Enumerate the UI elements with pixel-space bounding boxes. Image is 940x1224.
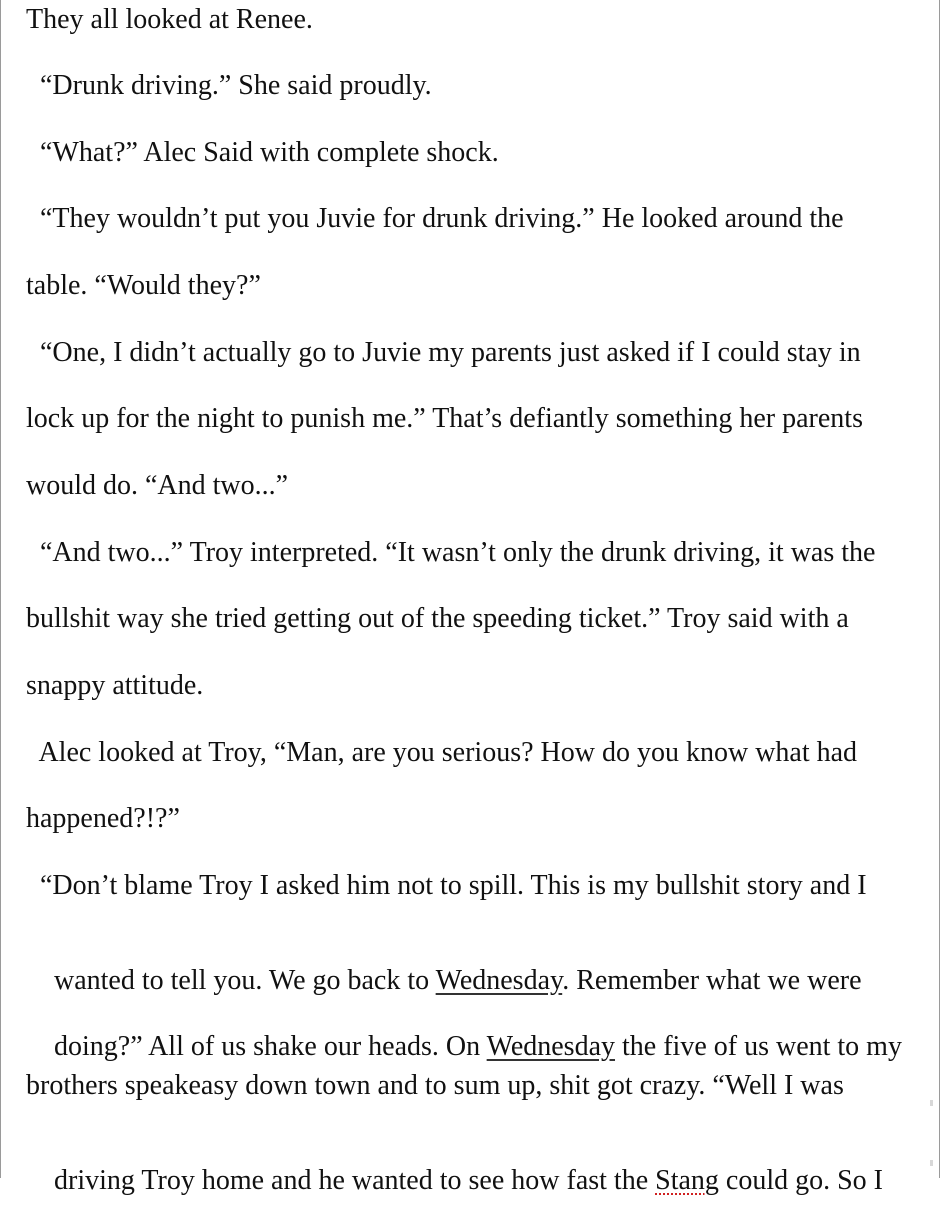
text-segment: . Remember what we were	[562, 965, 862, 996]
text-line-2: “Drunk driving.” She said proudly.	[26, 70, 432, 101]
text-line-4: “They wouldn’t put you Juvie for drunk driving.” He looked around the	[26, 203, 844, 234]
spelling-error-word[interactable]: Stang	[655, 1165, 719, 1196]
text-segment: doing?” All of us shake our heads. On	[54, 1031, 487, 1062]
text-line-13: happened?!?”	[26, 803, 180, 834]
text-line-9: “And two...” Troy interpreted. “It wasn’t only the drunk driving, it was the	[26, 537, 876, 568]
text-segment: wanted to tell you. We go back to	[54, 965, 436, 996]
text-line-7: lock up for the night to punish me.” That’s defiantly something her parents	[26, 403, 863, 434]
text-line-5: table. “Would they?”	[26, 270, 261, 301]
text-line-3: “What?” Alec Said with complete shock.	[26, 137, 499, 168]
underlined-word: Wednesday	[435, 965, 563, 996]
text-line-12: Alec looked at Troy, “Man, are you serious? How do you know what had	[26, 737, 858, 768]
margin-mark	[930, 1100, 933, 1106]
text-line-17: brothers speakeasy down town and to sum up, shit got crazy. “Well I was	[26, 1070, 844, 1101]
text-line-11: snappy attitude.	[26, 670, 204, 701]
text-line-10: bullshit way she tried getting out of the speeding ticket.” Troy said with a	[26, 603, 849, 634]
text-segment: the five of us went to my	[615, 1031, 902, 1062]
text-line-14: “Don’t blame Troy I asked him not to spill. This is my bullshit story and I	[26, 870, 867, 901]
text-segment: could go. So I	[718, 1165, 884, 1196]
text-line-1: They all looked at Renee.	[26, 4, 313, 35]
margin-mark	[930, 1160, 933, 1166]
text-line-6: “One, I didn’t actually go to Juvie my parents just asked if I could stay in	[26, 337, 861, 368]
text-line-8: would do. “And two...”	[26, 470, 289, 501]
underlined-word: Wednesday	[486, 1031, 616, 1062]
text-segment: driving Troy home and he wanted to see how fast the	[54, 1165, 656, 1196]
text-line-18	[26, 1139, 883, 1223]
